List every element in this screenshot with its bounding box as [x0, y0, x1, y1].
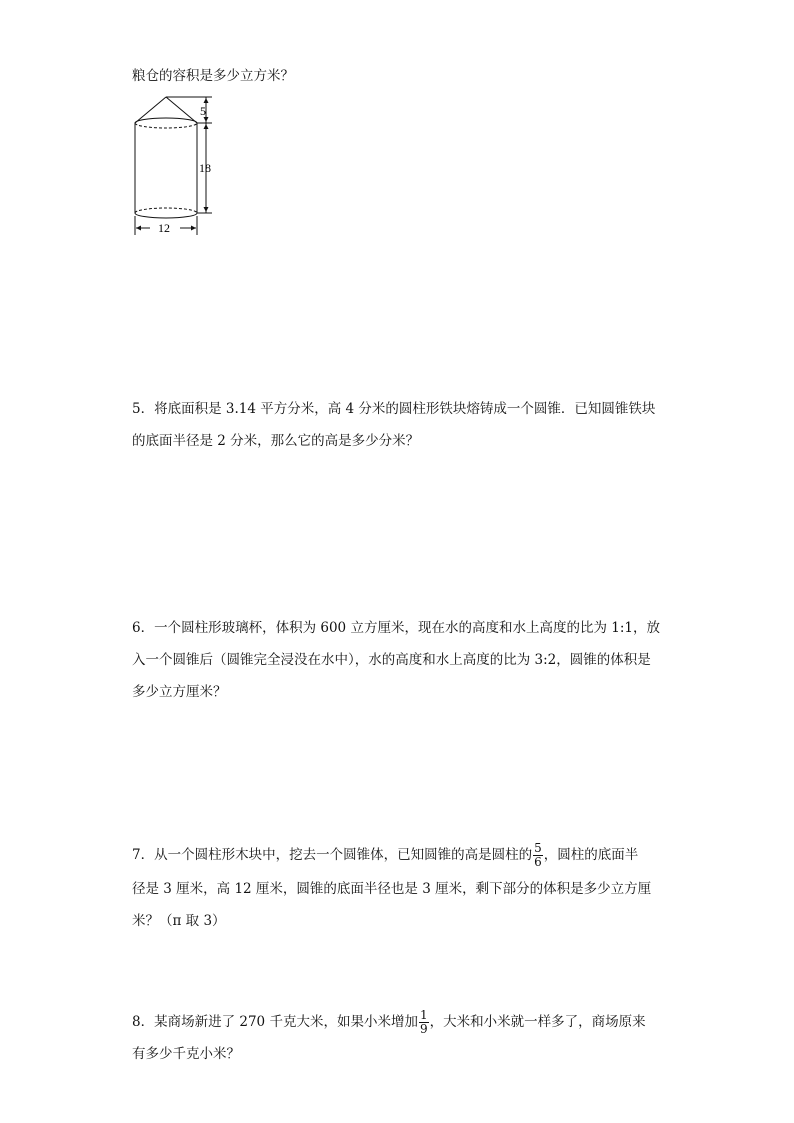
- q8-line1-before: 8．某商场新进了 270 千克大米，如果小米增加: [132, 1014, 418, 1030]
- q5-line2: 的底面半径是 2 分米，那么它的高是多少分米？: [132, 433, 420, 449]
- q4-text: 粮仓的容积是多少立方米？: [132, 68, 294, 84]
- q7-line1-before: 7．从一个圆柱形木块中，挖去一个圆锥体，已知圆锥的高是圆柱的: [132, 847, 533, 863]
- q7-frac-den: 6: [534, 855, 542, 869]
- q8-line1: [132, 1009, 646, 1036]
- q5-line1: 5．将底面积是 3.14 平方分米，高 4 分米的圆柱形铁块熔铸成一个圆锥．已知圆锥铁块: [132, 401, 656, 417]
- q7-fraction: [533, 842, 543, 869]
- q8-fraction: [419, 1009, 429, 1036]
- q6-line1: 6．一个圆柱形玻璃杯，体积为 600 立方厘米，现在水的高度和水上高度的比为 1:1，放: [132, 620, 660, 636]
- diameter-label: 12: [158, 221, 170, 235]
- bottom-ellipse-front: [135, 213, 197, 218]
- q7-line2: 径是 3 厘米，高 12 厘米，圆锥的底面半径也是 3 厘米，剩下部分的体积是多少立方厘: [132, 881, 652, 897]
- q8-frac-den: 9: [419, 1022, 428, 1036]
- q8-line2: 有多少千克小米？: [132, 1046, 240, 1062]
- cone-height-label: 5: [200, 104, 206, 118]
- top-ellipse-back: [135, 118, 197, 123]
- q8-line1-after: ，大米和小米就一样多了，商场原来: [429, 1014, 646, 1030]
- q7-line1: [132, 842, 638, 869]
- silo-figure: [128, 90, 238, 240]
- cylinder-height-label: 18: [199, 161, 211, 175]
- q8-frac-num: 1: [419, 1008, 428, 1022]
- bottom-ellipse-back: [135, 208, 197, 213]
- q7-line3: 米？（π 取 3）: [132, 913, 226, 929]
- q7-line1-after: ，圆柱的底面半: [543, 847, 639, 863]
- q6-line2: 入一个圆锥后（圆锥完全浸没在水中），水的高度和水上高度的比为 3:2，圆锥的体积是: [132, 652, 651, 668]
- q7-frac-num: 5: [534, 841, 542, 855]
- top-ellipse-front: [135, 123, 197, 128]
- q6-line3: 多少立方厘米？: [132, 684, 227, 700]
